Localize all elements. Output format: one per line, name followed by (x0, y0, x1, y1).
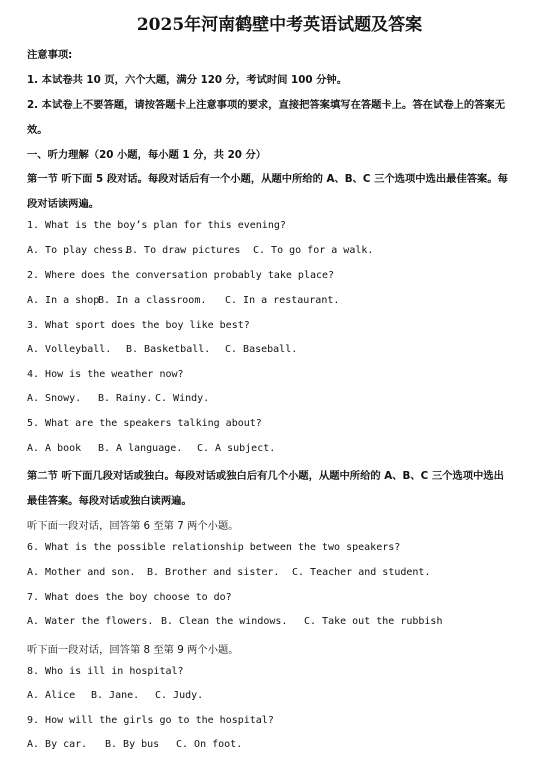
notice-item-2-cont: 效。 (27, 124, 48, 136)
question-7: 7. What does the boy choose to do? (27, 592, 232, 603)
listening-instruction-8-9: 听下面一段对话，回答第 8 至第 9 两个小题。 (27, 644, 239, 656)
question-8-options (27, 690, 203, 701)
question-4: 4. How is the weather now? (27, 369, 184, 380)
option-a: A. Water the flowers. (27, 616, 154, 627)
section-2-instruction-cont: 最佳答案。每段对话或独白读两遍。 (27, 495, 192, 507)
option-b: B. To draw pictures (126, 245, 241, 256)
page-title: 2025年河南鹤壁中考英语试题及答案 (136, 15, 423, 35)
option-c: C. Windy. (155, 393, 210, 404)
question-5-options (27, 443, 275, 454)
option-a: A. To play chess. (27, 245, 130, 256)
option-c: C. On foot. (176, 739, 243, 750)
question-3-options (27, 344, 297, 355)
option-b: B. A language. (98, 443, 183, 454)
question-6: 6. What is the possible relationship between the two speakers? (27, 542, 401, 553)
option-b: B. Clean the windows. (161, 616, 288, 627)
notice-heading: 注意事项: (27, 49, 73, 61)
option-a: A. Alice (27, 690, 76, 701)
section-1-instruction: 第一节 听下面 5 段对话。每段对话后有一个小题，从题中所给的 A、B、C 三个选项中选出最佳答案。每 (27, 173, 508, 185)
question-1: 1. What is the boy’s plan for this evening? (27, 220, 286, 231)
notice-item-1: 1. 本试卷共 10 页，六个大题，满分 120 分，考试时间 100 分钟。 (27, 74, 348, 86)
question-5: 5. What are the speakers talking about? (27, 418, 262, 429)
option-b: B. By bus (105, 739, 160, 750)
option-a: A. A book (27, 443, 82, 454)
option-b: B. Rainy. (98, 393, 153, 404)
option-a: A. Snowy. (27, 393, 82, 404)
part-1-heading: 一、听力理解（20 小题，每小题 1 分，共 20 分） (27, 149, 267, 161)
option-b: B. Basketball. (126, 344, 211, 355)
section-1-instruction-cont: 段对话读两遍。 (27, 198, 100, 210)
option-c: C. A subject. (197, 443, 276, 454)
option-c: C. Baseball. (225, 344, 298, 355)
option-a: A. By car. (27, 739, 88, 750)
section-2-instruction: 第二节 听下面几段对话或独白。每段对话或独白后有几个小题，从题中所给的 A、B、C 三个选项中选出 (27, 470, 504, 482)
option-c: C. To go for a walk. (253, 245, 374, 256)
question-1-options (27, 245, 373, 256)
notice-item-2: 2. 本试卷上不要答题，请按答题卡上注意事项的要求，直接把答案填写在答题卡上。答在试卷上的答案无 (27, 99, 506, 111)
question-9-options (27, 739, 242, 750)
option-b: B. In a classroom. (98, 295, 207, 306)
option-a: A. Volleyball. (27, 344, 112, 355)
question-3: 3. What sport does the boy like best? (27, 320, 250, 331)
question-2: 2. Where does the conversation probably take place? (27, 270, 335, 281)
option-b: B. Jane. (91, 690, 140, 701)
listening-instruction-6-7: 听下面一段对话，回答第 6 至第 7 两个小题。 (27, 520, 239, 532)
question-9: 9. How will the girls go to the hospital? (27, 715, 274, 726)
question-8: 8. Who is ill in hospital? (27, 666, 184, 677)
option-a: A. In a shop (27, 295, 100, 306)
question-7-options (27, 616, 442, 627)
question-6-options (27, 567, 430, 578)
option-b: B. Brother and sister. (147, 567, 280, 578)
question-2-options (27, 295, 339, 306)
question-4-options (27, 393, 209, 404)
option-c: C. In a restaurant. (225, 295, 340, 306)
option-c: C. Judy. (155, 690, 204, 701)
option-a: A. Mother and son. (27, 567, 136, 578)
option-c: C. Take out the rubbish (304, 616, 443, 627)
option-c: C. Teacher and student. (292, 567, 431, 578)
